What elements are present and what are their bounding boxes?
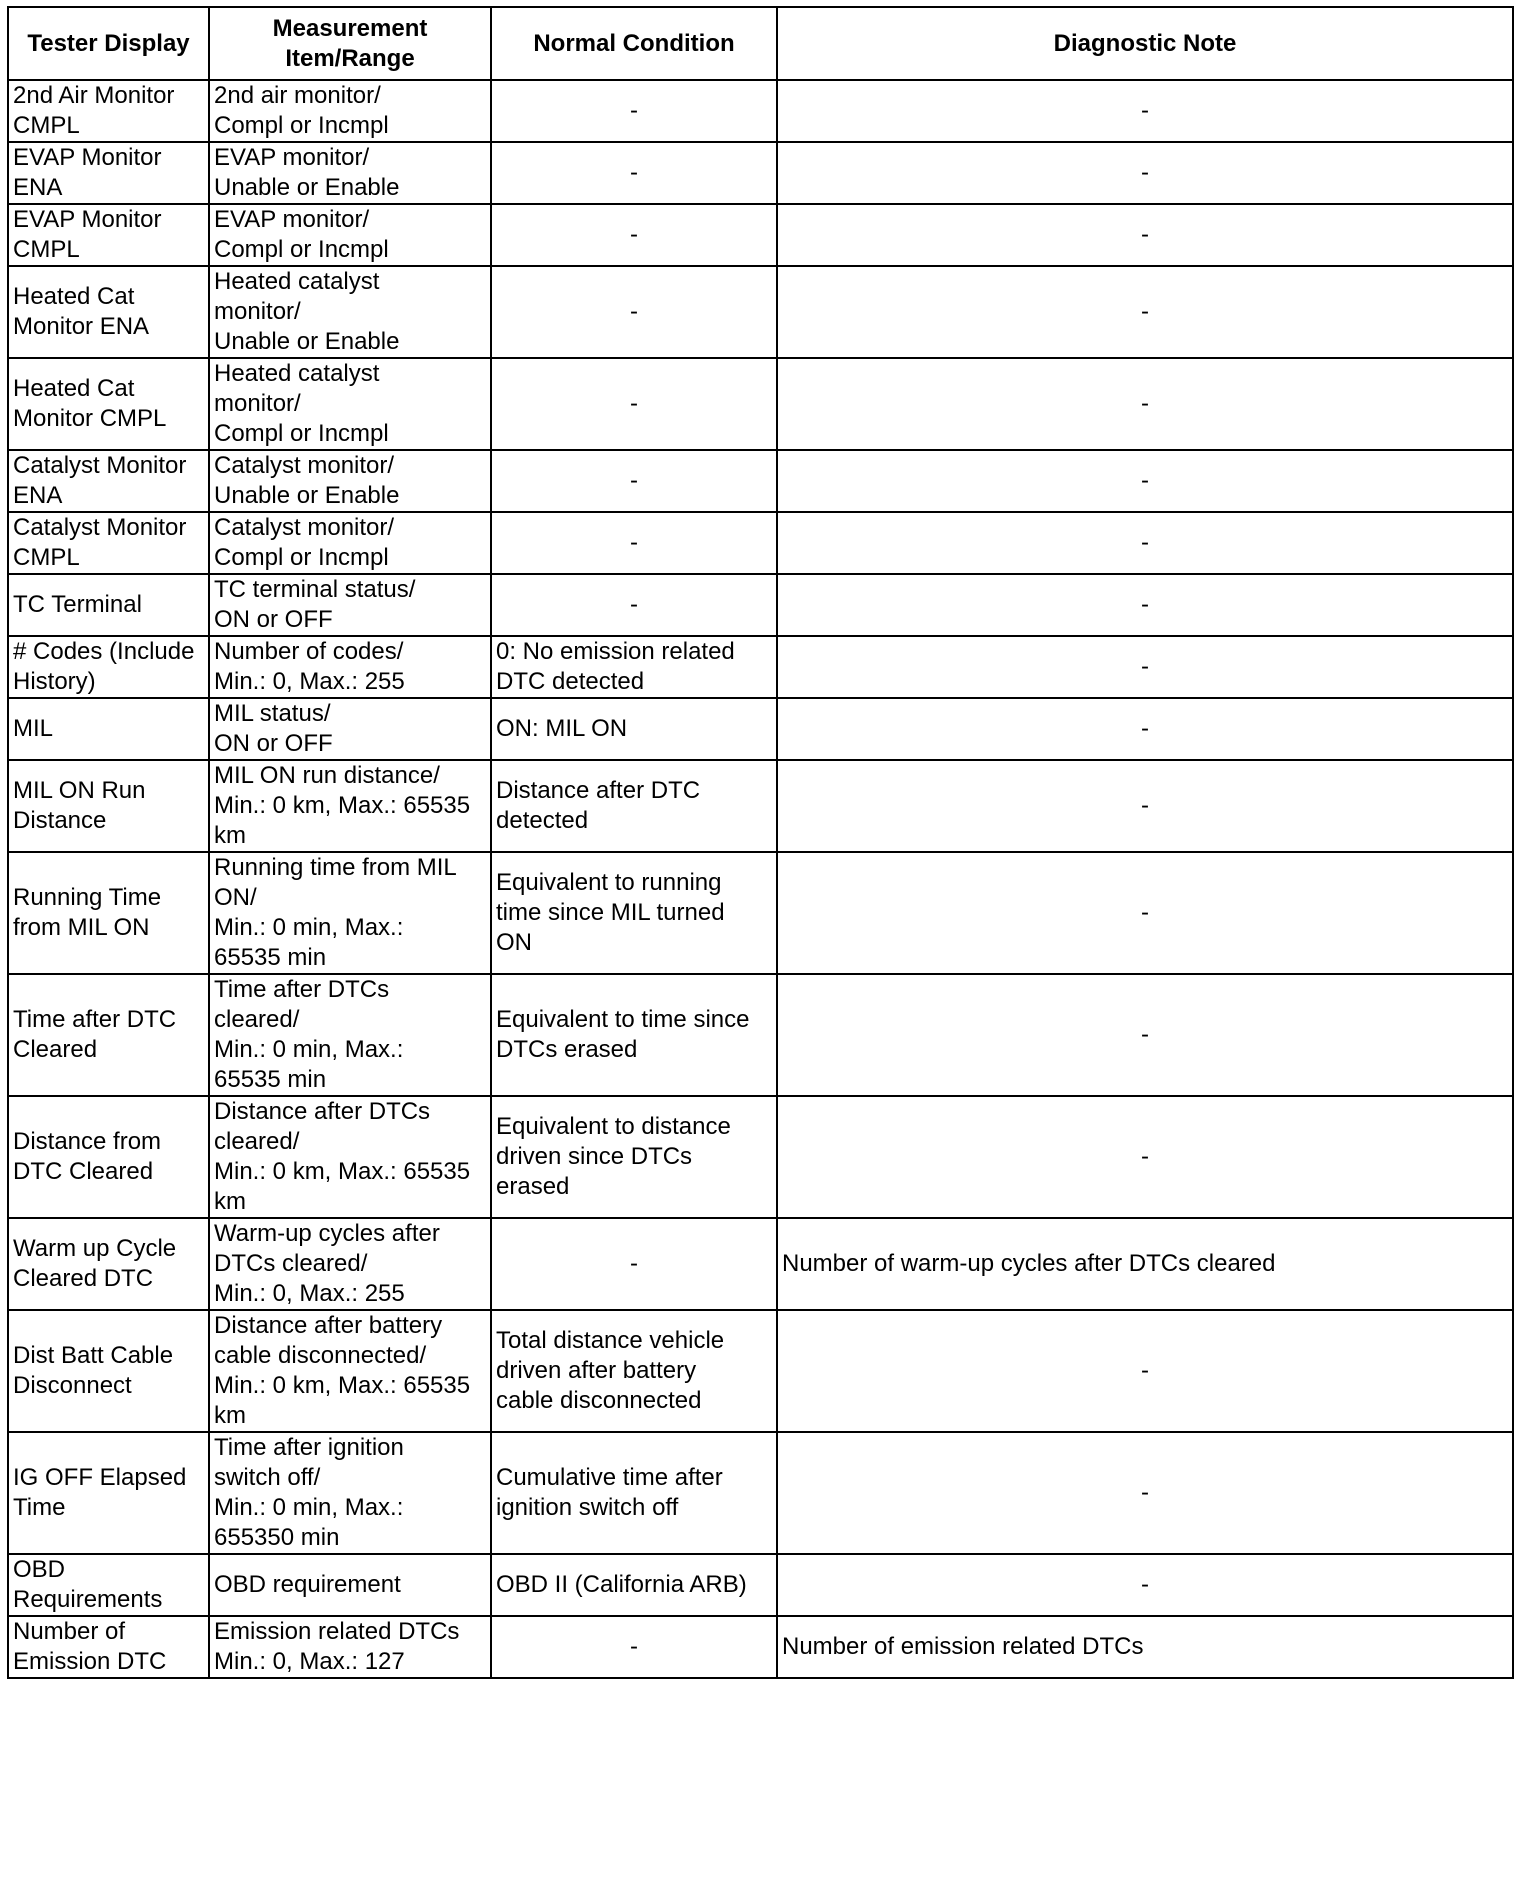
measurement-range-cell: Distance after battery cable disconnected/ Min.: 0 km, Max.: 65535 km bbox=[209, 1310, 491, 1432]
header-tester-display: Tester Display bbox=[8, 7, 209, 80]
measurement-range-cell: MIL ON run distance/ Min.: 0 km, Max.: 65535 km bbox=[209, 760, 491, 852]
diagnostic-note-cell: - bbox=[777, 574, 1513, 636]
header-diagnostic-note: Diagnostic Note bbox=[777, 7, 1513, 80]
diagnostic-note-cell: - bbox=[777, 1096, 1513, 1218]
table-row bbox=[8, 80, 1513, 142]
table-row bbox=[8, 450, 1513, 512]
normal-condition-cell: Equivalent to distance driven since DTCs erased bbox=[491, 1096, 777, 1218]
diagnostic-note-cell: - bbox=[777, 1554, 1513, 1616]
tester-display-cell: Distance from DTC Cleared bbox=[8, 1096, 209, 1218]
normal-condition-cell: ON: MIL ON bbox=[491, 698, 777, 760]
measurement-range-cell: OBD requirement bbox=[209, 1554, 491, 1616]
measurement-range-cell: EVAP monitor/ Unable or Enable bbox=[209, 142, 491, 204]
tester-display-cell: Running Time from MIL ON bbox=[8, 852, 209, 974]
diagnostic-note-cell: - bbox=[777, 204, 1513, 266]
normal-condition-cell: - bbox=[491, 204, 777, 266]
diagnostic-note-cell: - bbox=[777, 512, 1513, 574]
diagnostic-note-cell: Number of warm-up cycles after DTCs cleared bbox=[777, 1218, 1513, 1310]
table-row bbox=[8, 1310, 1513, 1432]
normal-condition-cell: Equivalent to time since DTCs erased bbox=[491, 974, 777, 1096]
measurement-range-cell: Warm-up cycles after DTCs cleared/ Min.: 0, Max.: 255 bbox=[209, 1218, 491, 1310]
table-row bbox=[8, 358, 1513, 450]
tester-display-cell: TC Terminal bbox=[8, 574, 209, 636]
tester-display-cell: 2nd Air Monitor CMPL bbox=[8, 80, 209, 142]
table-header-row bbox=[8, 7, 1513, 80]
table-row bbox=[8, 1432, 1513, 1554]
data-list-table bbox=[7, 6, 1514, 1679]
table-row bbox=[8, 636, 1513, 698]
tester-display-cell: EVAP Monitor CMPL bbox=[8, 204, 209, 266]
normal-condition-cell: - bbox=[491, 80, 777, 142]
diagnostic-note-cell: - bbox=[777, 1432, 1513, 1554]
measurement-range-cell: Distance after DTCs cleared/ Min.: 0 km, Max.: 65535 km bbox=[209, 1096, 491, 1218]
tester-display-cell: Dist Batt Cable Disconnect bbox=[8, 1310, 209, 1432]
normal-condition-cell: - bbox=[491, 1218, 777, 1310]
normal-condition-cell: - bbox=[491, 358, 777, 450]
diagnostic-note-cell: Number of emission related DTCs bbox=[777, 1616, 1513, 1678]
table-row bbox=[8, 266, 1513, 358]
diagnostic-note-cell: - bbox=[777, 698, 1513, 760]
table-row bbox=[8, 760, 1513, 852]
normal-condition-cell: - bbox=[491, 142, 777, 204]
measurement-range-cell: Catalyst monitor/ Compl or Incmpl bbox=[209, 512, 491, 574]
diagnostic-note-cell: - bbox=[777, 450, 1513, 512]
table-row bbox=[8, 512, 1513, 574]
measurement-range-cell: MIL status/ ON or OFF bbox=[209, 698, 491, 760]
measurement-range-cell: Time after DTCs cleared/ Min.: 0 min, Max.: 65535 min bbox=[209, 974, 491, 1096]
diagnostic-note-cell: - bbox=[777, 636, 1513, 698]
diagnostic-note-cell: - bbox=[777, 358, 1513, 450]
table-row bbox=[8, 1218, 1513, 1310]
table-row bbox=[8, 1554, 1513, 1616]
diagnostic-note-cell: - bbox=[777, 852, 1513, 974]
tester-display-cell: MIL ON Run Distance bbox=[8, 760, 209, 852]
tester-display-cell: Heated Cat Monitor CMPL bbox=[8, 358, 209, 450]
normal-condition-cell: Total distance vehicle driven after battery cable disconnected bbox=[491, 1310, 777, 1432]
measurement-range-cell: Time after ignition switch off/ Min.: 0 min, Max.: 655350 min bbox=[209, 1432, 491, 1554]
tester-display-cell: OBD Requirements bbox=[8, 1554, 209, 1616]
measurement-range-cell: 2nd air monitor/ Compl or Incmpl bbox=[209, 80, 491, 142]
table-row bbox=[8, 574, 1513, 636]
normal-condition-cell: - bbox=[491, 574, 777, 636]
normal-condition-cell: 0: No emission related DTC detected bbox=[491, 636, 777, 698]
tester-display-cell: Number of Emission DTC bbox=[8, 1616, 209, 1678]
diagnostic-note-cell: - bbox=[777, 266, 1513, 358]
table-row bbox=[8, 204, 1513, 266]
tester-display-cell: IG OFF Elapsed Time bbox=[8, 1432, 209, 1554]
tester-display-cell: Warm up Cycle Cleared DTC bbox=[8, 1218, 209, 1310]
normal-condition-cell: Distance after DTC detected bbox=[491, 760, 777, 852]
measurement-range-cell: Emission related DTCs Min.: 0, Max.: 127 bbox=[209, 1616, 491, 1678]
normal-condition-cell: Equivalent to running time since MIL turned ON bbox=[491, 852, 777, 974]
measurement-range-cell: Heated catalyst monitor/ Unable or Enable bbox=[209, 266, 491, 358]
table-row bbox=[8, 698, 1513, 760]
table-row bbox=[8, 1096, 1513, 1218]
diagnostic-note-cell: - bbox=[777, 974, 1513, 1096]
normal-condition-cell: Cumulative time after ignition switch off bbox=[491, 1432, 777, 1554]
measurement-range-cell: TC terminal status/ ON or OFF bbox=[209, 574, 491, 636]
diagnostic-note-cell: - bbox=[777, 1310, 1513, 1432]
tester-display-cell: Catalyst Monitor CMPL bbox=[8, 512, 209, 574]
table-row bbox=[8, 142, 1513, 204]
normal-condition-cell: - bbox=[491, 512, 777, 574]
table-row bbox=[8, 974, 1513, 1096]
header-normal-condition: Normal Condition bbox=[491, 7, 777, 80]
tester-display-cell: Time after DTC Cleared bbox=[8, 974, 209, 1096]
table-row bbox=[8, 1616, 1513, 1678]
measurement-range-cell: Catalyst monitor/ Unable or Enable bbox=[209, 450, 491, 512]
tester-display-cell: MIL bbox=[8, 698, 209, 760]
normal-condition-cell: - bbox=[491, 450, 777, 512]
diagnostic-note-cell: - bbox=[777, 142, 1513, 204]
measurement-range-cell: Heated catalyst monitor/ Compl or Incmpl bbox=[209, 358, 491, 450]
header-measurement-item-range: Measurement Item/Range bbox=[209, 7, 491, 80]
normal-condition-cell: - bbox=[491, 266, 777, 358]
measurement-range-cell: Running time from MIL ON/ Min.: 0 min, Max.: 65535 min bbox=[209, 852, 491, 974]
measurement-range-cell: EVAP monitor/ Compl or Incmpl bbox=[209, 204, 491, 266]
tester-display-cell: Catalyst Monitor ENA bbox=[8, 450, 209, 512]
tester-display-cell: Heated Cat Monitor ENA bbox=[8, 266, 209, 358]
tester-display-cell: # Codes (Include History) bbox=[8, 636, 209, 698]
tester-display-cell: EVAP Monitor ENA bbox=[8, 142, 209, 204]
diagnostic-note-cell: - bbox=[777, 80, 1513, 142]
measurement-range-cell: Number of codes/ Min.: 0, Max.: 255 bbox=[209, 636, 491, 698]
table-row bbox=[8, 852, 1513, 974]
diagnostic-note-cell: - bbox=[777, 760, 1513, 852]
normal-condition-cell: OBD II (California ARB) bbox=[491, 1554, 777, 1616]
normal-condition-cell: - bbox=[491, 1616, 777, 1678]
